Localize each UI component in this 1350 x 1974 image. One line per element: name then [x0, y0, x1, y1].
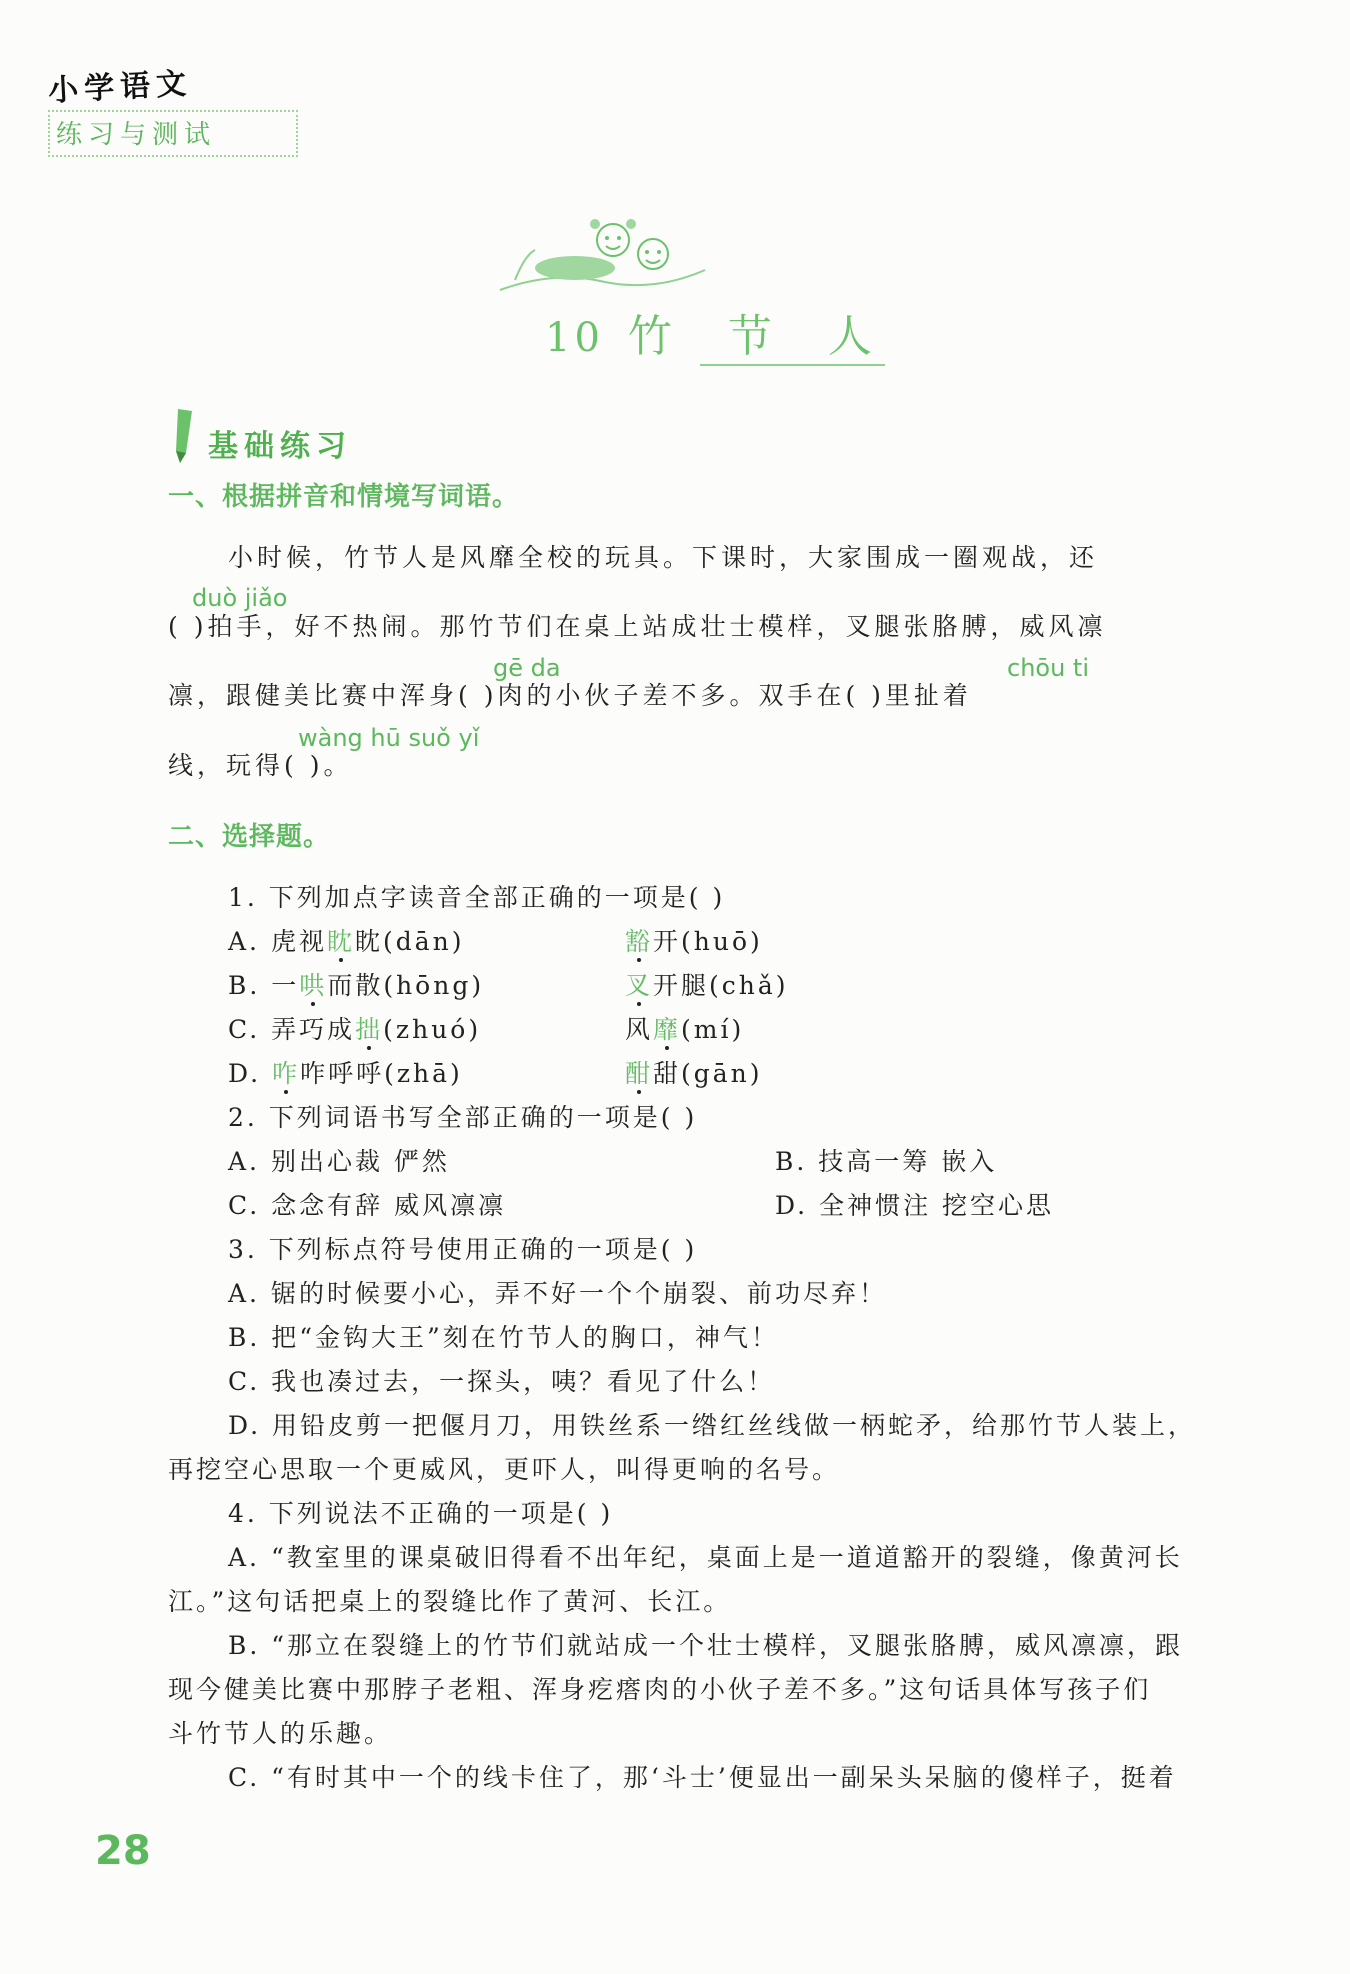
option-label: B.	[775, 1147, 808, 1176]
option-b-right	[625, 966, 789, 1002]
option-a	[228, 1142, 450, 1178]
dotted-char: 哄	[299, 971, 328, 1000]
option-text: 现今健美比赛中那脖子老粗、浑身疙瘩肉的小伙子差不多。”这句话具体写孩子们	[168, 1675, 1152, 1704]
option-text: C. 我也凑过去，一探头，咦？看见了什么！	[228, 1367, 776, 1396]
option-label: D.	[775, 1191, 809, 1220]
dotted-char: 叉	[625, 971, 654, 1000]
lesson-title-char: 竹	[627, 311, 676, 362]
pinyin-hint: chōu ti	[1007, 654, 1090, 682]
dotted-char: 拙	[355, 1015, 384, 1044]
option-text: 虎视	[270, 927, 327, 956]
question-stem: 3. 下列标点符号使用正确的一项是( )	[228, 1235, 698, 1264]
question-stem: 4. 下列说法不正确的一项是( )	[228, 1499, 614, 1528]
pinyin-hint: duò jiǎo	[192, 584, 288, 612]
lesson-title-char: 人	[827, 311, 876, 362]
option-c	[228, 1186, 506, 1222]
option-text: 念念有辞 威风凛凛	[271, 1191, 507, 1220]
option-text: C. “有时其中一个的线卡住了，那‘斗士’便显出一副呆头呆脑的傻样子，挺着	[228, 1763, 1177, 1792]
passage-line: 凛，跟健美比赛中浑身( )肉的小伙子差不多。双手在( )里扯着	[168, 681, 972, 710]
passage-line: 线，玩得( )。	[168, 751, 353, 780]
option-text: 斗竹节人的乐趣。	[168, 1719, 393, 1748]
option-text: (mí)	[681, 1015, 745, 1044]
option-text: 一	[271, 971, 300, 1000]
option-text: 再挖空心思取一个更威风，更吓人，叫得更响的名号。	[168, 1455, 841, 1484]
option-text: B. “那立在裂缝上的竹节们就站成一个壮士模样，叉腿张胳膊，威风凛凛，跟	[228, 1631, 1184, 1660]
question-stem: 1. 下列加点字读音全部正确的一项是( )	[228, 883, 726, 912]
pinyin-hint: wàng hū suǒ yǐ	[298, 724, 480, 752]
option-text: 别出心裁 俨然	[270, 1147, 450, 1176]
dotted-char: 眈	[326, 927, 355, 956]
option-a	[228, 922, 465, 958]
question-1-heading: 一、根据拼音和情境写词语。	[168, 482, 520, 512]
section-label: 基础练习	[208, 429, 352, 464]
option-text: 开腿(chǎ)	[653, 971, 789, 1000]
pencil-icon	[168, 405, 198, 465]
option-text: 甜(gān)	[653, 1059, 763, 1088]
option-text: (zhuó)	[383, 1015, 482, 1044]
option-label: B.	[228, 971, 261, 1000]
option-label: D.	[228, 1059, 262, 1088]
option-label: C.	[228, 1191, 261, 1220]
option-text: 而散(hōng)	[327, 971, 485, 1000]
lesson-title-char: 节	[727, 311, 776, 362]
dotted-char: 豁	[625, 927, 654, 956]
option-text: 弄巧成	[271, 1015, 356, 1044]
option-text: 全神惯注 挖空心思	[819, 1191, 1055, 1220]
dotted-char: 咋	[272, 1059, 301, 1088]
question-2-heading: 二、选择题。	[168, 822, 331, 852]
option-text: A. “教室里的课桌破旧得看不出年纪，桌面上是一道道豁开的裂缝，像黄河长	[228, 1543, 1183, 1572]
option-text: 江。”这句话把桌上的裂缝比作了黄河、长江。	[168, 1587, 732, 1616]
section-basic-practice	[168, 405, 352, 469]
option-text: D. 用铅皮剪一把偃月刀，用铁丝系一绺红丝线做一柄蛇矛，给那竹节人装上，	[228, 1411, 1197, 1440]
dotted-char: 酣	[625, 1059, 654, 1088]
option-text: 技高一筹 嵌入	[818, 1147, 998, 1176]
children-icon	[495, 210, 715, 300]
lesson-number: 10	[545, 315, 604, 361]
option-c	[228, 1010, 481, 1046]
option-d	[228, 1054, 463, 1090]
option-text: 风	[625, 1015, 654, 1044]
option-label: C.	[228, 1015, 261, 1044]
option-b	[228, 966, 484, 1002]
header-brand	[48, 62, 298, 157]
option-d-right	[625, 1054, 763, 1090]
pinyin-hint: gē da	[493, 654, 561, 682]
option-text: 开(huō)	[653, 927, 763, 956]
option-text: A. 锯的时候要小心，弄不好一个个崩裂、前功尽弃！	[228, 1279, 887, 1308]
option-b	[775, 1142, 997, 1178]
children-illustration	[495, 210, 715, 304]
dotted-char: 靡	[653, 1015, 682, 1044]
option-label: A.	[228, 927, 261, 956]
page-number: 28	[95, 1828, 151, 1874]
title-underline	[700, 364, 885, 366]
option-text: 咋呼呼(zhā)	[300, 1059, 463, 1088]
option-text: B. 把“金钩大王”刻在竹节人的胸口，神气！	[228, 1323, 779, 1352]
option-text: 眈(dān)	[355, 927, 465, 956]
brand-subtitle: 练习与测试	[48, 110, 298, 157]
option-a-right	[625, 922, 763, 958]
brand-title: 小学语文	[47, 66, 194, 109]
passage-line: ( )拍手，好不热闹。那竹节们在桌上站成壮士模样，叉腿张胳膊，威风凛	[168, 612, 1107, 641]
option-c-right	[625, 1010, 744, 1046]
question-stem: 2. 下列词语书写全部正确的一项是( )	[228, 1103, 698, 1132]
lesson-title	[545, 300, 905, 364]
passage-line: 小时候，竹节人是风靡全校的玩具。下课时，大家围成一圈观战，还	[228, 543, 1099, 572]
option-d	[775, 1186, 1054, 1222]
option-label: A.	[228, 1147, 261, 1176]
